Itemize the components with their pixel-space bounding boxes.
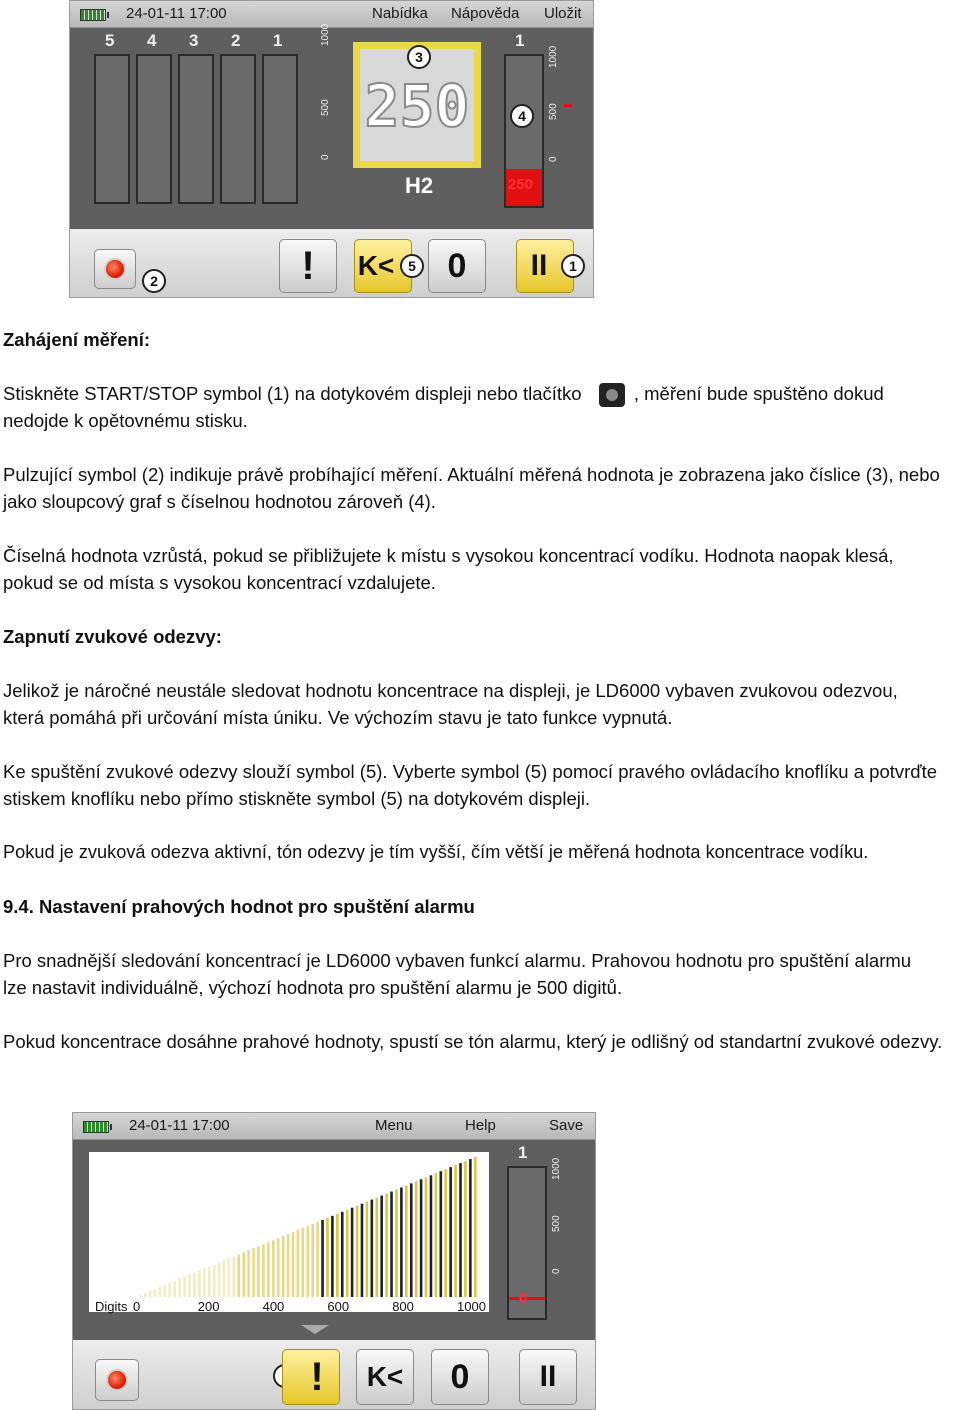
wedge-stripe bbox=[223, 1260, 226, 1297]
wedge-stripe bbox=[311, 1224, 314, 1297]
scale-label: 1000 bbox=[551, 1157, 562, 1180]
axis-title: Digits bbox=[95, 1299, 128, 1314]
wedge-stripe bbox=[287, 1234, 290, 1297]
alarm-button[interactable] bbox=[282, 1349, 340, 1405]
device-screen-digits bbox=[72, 1112, 596, 1410]
wedge-stripe bbox=[435, 1173, 438, 1297]
axis-ticks bbox=[73, 1299, 493, 1315]
wedge-stripe bbox=[306, 1226, 309, 1297]
bar-value: 0 bbox=[519, 1290, 528, 1307]
wedge-stripe bbox=[168, 1283, 171, 1297]
wedge-stripe bbox=[341, 1212, 344, 1297]
history-bar bbox=[220, 54, 256, 204]
toolbar bbox=[73, 1341, 595, 1409]
axis-tick-label: 600 bbox=[327, 1299, 350, 1314]
history-bar-number: 3 bbox=[189, 31, 199, 50]
history-bar bbox=[262, 54, 298, 204]
history-bar bbox=[136, 54, 172, 204]
history-bar-number: 5 bbox=[105, 31, 115, 50]
heading-alarm-thresholds: 9.4. Nastavení prahových hodnot pro spuštění alarmu bbox=[3, 896, 475, 917]
start-stop-button[interactable] bbox=[94, 249, 136, 289]
wedge-stripe bbox=[351, 1208, 354, 1297]
wedge-stripe bbox=[336, 1214, 339, 1297]
scale-label: 1000 bbox=[320, 23, 331, 46]
wedge-stripe bbox=[262, 1244, 265, 1297]
toolbar bbox=[70, 231, 593, 297]
right-scale bbox=[548, 38, 572, 178]
wedge-stripe bbox=[380, 1196, 383, 1297]
wedge-stripe bbox=[198, 1271, 201, 1297]
wedge-stripe bbox=[188, 1275, 191, 1297]
wedge-stripe bbox=[440, 1171, 443, 1297]
audio-icon: K< bbox=[366, 1361, 404, 1392]
scale-label: 0 bbox=[548, 156, 559, 162]
start-stop-button[interactable] bbox=[95, 1359, 139, 1401]
display-area bbox=[70, 23, 593, 229]
wedge-stripe bbox=[193, 1273, 196, 1297]
wedge-stripe bbox=[385, 1194, 388, 1297]
wedge-stripe bbox=[326, 1218, 329, 1297]
wedge-stripe bbox=[400, 1187, 403, 1297]
alarm-button[interactable] bbox=[279, 239, 337, 293]
paragraph-start bbox=[3, 380, 958, 434]
big-value: 250 bbox=[364, 72, 470, 140]
callout-3: 3 bbox=[407, 45, 431, 69]
save-button[interactable]: Save bbox=[549, 1117, 584, 1134]
record-icon bbox=[104, 258, 126, 280]
wedge-stripe bbox=[247, 1250, 250, 1297]
scale-label: 500 bbox=[548, 103, 559, 120]
history-bars bbox=[92, 28, 300, 229]
heading-audio-response: Zapnutí zvukové odezvy: bbox=[3, 626, 222, 647]
audio-response-button[interactable] bbox=[356, 1349, 414, 1405]
wedge-stripe bbox=[425, 1177, 428, 1297]
axis-tick-label: 800 bbox=[392, 1299, 414, 1314]
wedge-stripe bbox=[237, 1254, 240, 1297]
wedge-stripe bbox=[444, 1169, 447, 1297]
callout-5: 5 bbox=[400, 254, 424, 278]
zero-icon: 0 bbox=[450, 1358, 470, 1396]
wedge-stripe bbox=[218, 1263, 221, 1297]
wedge-stripe bbox=[183, 1277, 186, 1297]
selection-caret-icon bbox=[301, 1325, 329, 1334]
wedge-stripe bbox=[474, 1157, 477, 1297]
callout-2: 2 bbox=[142, 269, 166, 293]
paragraph-audio-tone: Pokud je zvuková odezva aktivní, tón odezvy je tím vyšší, čím větší je měřená hodnota koncentrace vodíku. bbox=[3, 842, 869, 862]
wedge-stripe bbox=[233, 1256, 236, 1297]
wedge-stripe bbox=[420, 1179, 423, 1297]
callout-1: 1 bbox=[561, 254, 585, 278]
callout-4: 4 bbox=[510, 104, 534, 128]
save-button[interactable]: Uložit bbox=[544, 5, 582, 22]
wedge-stripe bbox=[282, 1236, 285, 1297]
help-button[interactable]: Nápověda bbox=[451, 5, 520, 22]
wedge-stripe bbox=[390, 1191, 393, 1297]
wedge-stripe bbox=[395, 1189, 398, 1297]
wedge-stripe bbox=[405, 1185, 408, 1297]
wedge-stripe bbox=[410, 1183, 413, 1297]
zero-button[interactable] bbox=[431, 1349, 489, 1405]
wedge-stripe bbox=[144, 1293, 147, 1297]
paragraph-start-part1: Stiskněte START/STOP symbol (1) na dotykovém displeji nebo tlačítko bbox=[3, 383, 582, 404]
status-bar bbox=[73, 1113, 595, 1140]
wedge-stripe bbox=[361, 1204, 364, 1297]
wedge-stripe bbox=[257, 1246, 260, 1297]
wedge-stripe bbox=[173, 1281, 176, 1297]
wedge-stripe bbox=[203, 1269, 206, 1297]
wedge-stripe bbox=[267, 1242, 270, 1297]
wedge-stripe bbox=[178, 1279, 181, 1297]
wedge-stripe bbox=[302, 1228, 305, 1297]
wedge-stripe bbox=[459, 1163, 462, 1297]
paragraph-start-part2: , měření bude spuštěno dokud bbox=[633, 383, 884, 404]
wedge-stripe bbox=[316, 1222, 319, 1297]
left-scale bbox=[320, 23, 344, 163]
history-bar bbox=[94, 54, 130, 204]
wedge-stripe bbox=[277, 1238, 280, 1297]
wedge-stripe bbox=[375, 1198, 378, 1297]
paragraph-pulsing: Pulzující symbol (2) indikuje právě probíhající měření. Aktuální měřená hodnota je zobrazena jako číslice (3), nebo jako sloupcový graf s číselnou hodnotou zároveň (4). bbox=[3, 464, 940, 512]
wedge-stripe bbox=[321, 1220, 324, 1297]
paragraph-value-change: Číselná hodnota vzrůstá, pokud se přibližujete k místu s vysokou koncentrací vodíku. Hodnota naopak klesá, pokud se od místa s vysokou koncentrací vzdalujete. bbox=[3, 545, 894, 593]
axis-tick-label: 1000 bbox=[457, 1299, 486, 1314]
scale-label: 0 bbox=[551, 1268, 562, 1274]
pause-icon: II bbox=[539, 1360, 557, 1393]
zero-icon: 0 bbox=[447, 247, 467, 285]
history-bar-number: 2 bbox=[231, 31, 241, 50]
display-area bbox=[73, 1140, 595, 1340]
wedge-stripe bbox=[356, 1206, 359, 1297]
paragraph-start-part3: nedojde k opětovnému stisku. bbox=[3, 410, 248, 432]
datetime: 24-01-11 17:00 bbox=[126, 5, 227, 22]
wedge-stripe bbox=[297, 1230, 300, 1297]
battery-icon bbox=[83, 1121, 109, 1133]
wedge-stripe bbox=[430, 1175, 433, 1297]
axis-tick-label: 400 bbox=[262, 1299, 285, 1314]
wedge-stripe bbox=[366, 1202, 369, 1297]
pause-button[interactable] bbox=[519, 1349, 577, 1405]
device-screen-measuring bbox=[69, 0, 594, 298]
datetime: 24-01-11 17:00 bbox=[129, 1117, 230, 1134]
wedge-stripe bbox=[208, 1267, 211, 1297]
bar-value: 250 bbox=[508, 176, 534, 193]
exclamation-icon: ! bbox=[310, 1355, 324, 1399]
wedge-stripe bbox=[346, 1210, 349, 1297]
paragraph-audio-intro: Jelikož je náročné neustále sledovat hodnotu koncentrace na displeji, je LD6000 vybaven zvukovou odezvou, která pomáhá při určování místa úniku. Ve výchozím stavu je tato funkce vypnutá. bbox=[3, 680, 898, 728]
right-bar-number: 1 bbox=[518, 1143, 528, 1162]
wedge-stripe bbox=[154, 1289, 157, 1297]
wedge-stripe bbox=[464, 1161, 467, 1297]
paragraph-audio-activate: Ke spuštění zvukové odezvy slouží symbol (5). Vyberte symbol (5) pomocí pravého ovládacího knoflíku a potvrďte stiskem knoflíku nebo přímo stiskněte symbol (5) na dotykovém displeji. bbox=[3, 761, 938, 809]
wedge-stripe bbox=[213, 1265, 216, 1297]
paragraph-alarm-intro: Pro snadnější sledování koncentrací je LD6000 vybaven funkcí alarmu. Prahovou hodnotu pro spuštění alarmu lze nastavit individuálně, výchozí hodnota pro spuštění alarmu je 500 digitů. bbox=[3, 950, 912, 998]
help-button[interactable]: Help bbox=[465, 1117, 496, 1134]
record-icon bbox=[106, 1369, 128, 1391]
wedge-stripe bbox=[252, 1248, 255, 1297]
digits-wedge bbox=[89, 1152, 489, 1312]
exclamation-icon: ! bbox=[301, 244, 315, 288]
digits-graph bbox=[89, 1152, 489, 1312]
wedge-stripe bbox=[449, 1167, 452, 1297]
wedge-stripe bbox=[159, 1287, 162, 1297]
history-bar-number: 1 bbox=[273, 31, 283, 50]
scale-label: 1000 bbox=[548, 45, 559, 68]
battery-icon bbox=[80, 9, 106, 21]
wedge-stripe bbox=[371, 1200, 374, 1297]
axis-tick-label: 200 bbox=[197, 1299, 220, 1314]
right-scale bbox=[551, 1150, 575, 1290]
wedge-stripe bbox=[415, 1181, 418, 1297]
wedge-stripe bbox=[469, 1159, 472, 1297]
start-stop-key-icon bbox=[599, 383, 625, 407]
menu-button[interactable]: Nabídka bbox=[372, 5, 428, 22]
wedge-stripe bbox=[149, 1291, 152, 1297]
status-bar bbox=[70, 1, 593, 28]
wedge-stripe bbox=[292, 1232, 295, 1297]
wedge-stripe bbox=[454, 1165, 457, 1297]
audio-icon: K< bbox=[357, 250, 395, 281]
scale-label: 500 bbox=[320, 99, 331, 116]
pause-icon: II bbox=[530, 249, 548, 282]
paragraph-alarm-trigger: Pokud koncentrace dosáhne prahové hodnoty, spustí se tón alarmu, který je odlišný od standartní zvukové odezvy. bbox=[3, 1031, 943, 1052]
gas-label: H2 bbox=[405, 173, 434, 198]
wedge-stripe bbox=[139, 1295, 142, 1297]
wedge-stripe bbox=[272, 1240, 275, 1297]
history-bar bbox=[178, 54, 214, 204]
heading-start-measurement: Zahájení měření: bbox=[3, 329, 151, 350]
wedge-stripe bbox=[164, 1285, 167, 1297]
scale-label: 0 bbox=[320, 154, 331, 160]
wedge-stripe bbox=[331, 1216, 334, 1297]
history-bar-number: 4 bbox=[147, 31, 157, 50]
axis-tick-label: 0 bbox=[133, 1299, 141, 1314]
zero-button[interactable] bbox=[428, 239, 486, 293]
wedge-stripe bbox=[228, 1258, 231, 1297]
scale-label: 500 bbox=[551, 1215, 562, 1232]
wedge-stripe bbox=[242, 1252, 245, 1297]
right-bar-number: 1 bbox=[515, 31, 525, 50]
menu-button[interactable]: Menu bbox=[375, 1117, 413, 1134]
alarm-threshold-mark bbox=[564, 104, 572, 107]
